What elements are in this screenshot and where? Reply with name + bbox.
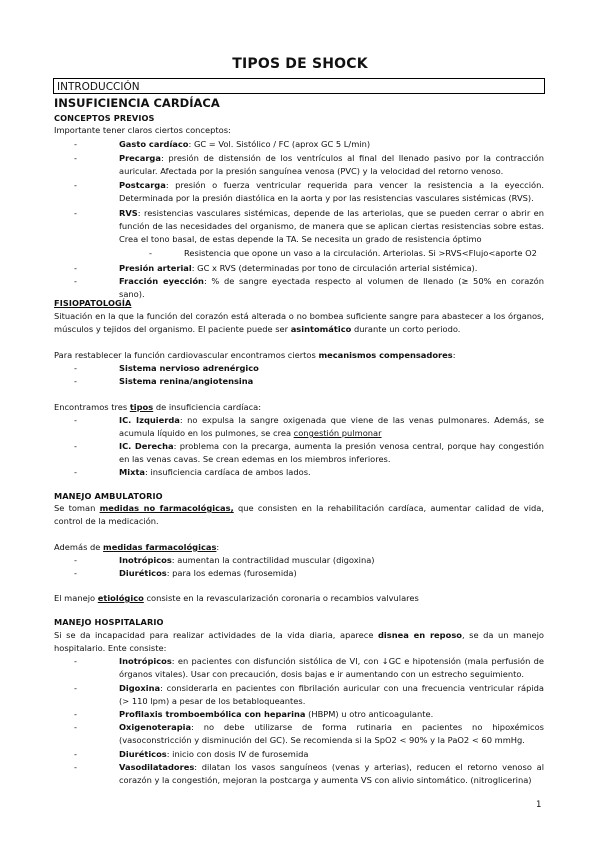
hospitalario-paragraph-1: Si se da incapacidad para realizar actividades de la vida diaria, aparece disnea en reposo, se da un manejo hospitalario. Ente consiste: — [54, 630, 544, 653]
intro-section-box — [53, 78, 545, 94]
fisio-paragraph-3: Encontramos tres tipos de insuficiencia cardíaca: — [54, 402, 262, 412]
hospitalario-heading: MANEJO HOSPITALARIO — [54, 617, 164, 627]
ambulatorio-heading: MANEJO AMBULATORIO — [54, 491, 163, 501]
fisio-paragraph-2: Para restablecer la función cardiovascular encontramos ciertos mecanismos compensadores: — [54, 350, 456, 360]
fisio-heading: FISIOPATOLOGÍA — [54, 298, 132, 308]
page-title: TIPOS DE SHOCK — [232, 56, 368, 72]
ambulatorio-paragraph-1: Se toman medidas no farmacológicas, que consisten en la rehabilitación cardíaca, aumentar calidad de vida, control de la medicación. — [54, 503, 545, 526]
conceptos-lead: Importante tener claros ciertos conceptos: — [54, 125, 231, 135]
ambulatorio-paragraph-3: El manejo etiológico consiste en la revascularización coronaria o recambios valvulares — [54, 593, 419, 603]
page-number: 1 — [536, 800, 542, 810]
ambulatorio-paragraph-2: Además de medidas farmacológicas: — [54, 542, 220, 552]
section-title: INSUFICIENCIA CARDÍACA — [54, 96, 220, 110]
document-page: TIPOS DE SHOCK INTRODUCCIÓN INSUFICIENCIA CARDÍACA CONCEPTOS PREVIOS Importante tener claros ciertos conceptos: - Gasto cardíaco: GC = Vol. Sistólico / FC (aprox GC 5 L/min) - Precarga: presión de distensión de los ventrículos al final del llenado pasivo por la contracción auricular. Afectada por la presión sanguínea venosa (PVC) y la velocidad del retorno venoso. - Postcarga: presión o fuerza ventricular requerida para vencer la resistencia a la eyección. Determinada por la presión diastólica en la aorta y por las resistencias vasculares sistémicas (RVS). - RVS: resistencias vasculares sistémicas, depende de las arteriolas, que se pueden cerrar o abrir en función de las necesidades del organismo, de manera que se aplican ciertas resistencias sobre estas. Crea el tono basal, de estas depende la TA. Se necesita un grado de resistencia óptimo - Resistencia que opone un vaso a la circulación. Arteriolas. Si >RVS<Flujo<aporte O2 - Presión arterial: GC x RVS (determinadas por tono de circulación arterial sistémica). - Fracción eyección: % de sangre eyectada respecto al volumen de llenado (≥ 50% en corazón sano). FISIOPATOLOGÍA Situación en la que la función del corazón está alterada o no bombea suficiente sangre para abastecer a los órganos, músculos y tejidos del organismo. El paciente puede ser asintomático durante un corto periodo. Para restablecer la función cardiovascular encontramos ciertos mecanismos compensadores: - Sistema nervioso adrenérgico - Sistema renina/angiotensina Encontramos tres tipos de insuficiencia cardíaca: - IC. Izquierda: no expulsa la sangre oxigenada que viene de las venas pulmonares. Además, se acumula líquido en los pulmones, se crea congestión pulmonar - IC. Derecha: problema con la precarga, aumenta la presión venosa central, porque hay congestión en las venas cavas. Se crean edemas en los miembros inferiores. - Mixta: insuficiencia cardíaca de ambos lados. MANEJO AMBULATORIO Se toman medidas no farmacológicas, que consisten en la rehabilitación cardíaca, aumentar calidad de vida, control de la medicación. Además de medidas farmacológicas: - Inotrópicos: aumentan la contractilidad muscular (digoxina) - Diuréticos: para los edemas (furosemida) El manejo etiológico consiste en la revascularización coronaria o recambios valvulares MANEJO HOSPITALARIO Si se da incapacidad para realizar actividades de la vida diaria, aparece disnea en reposo, se da un manejo hospitalario. Ente consiste: - Inotrópicos: en pacientes con disfunción sistólica de VI, con ↓GC e hipotensión (mala perfusión de órganos vitales). Usar con precaución, dosis bajas e ir aumentando con un estrecho seguimiento. - Digoxina: considerarla en pacientes con fibrilación auricular con una frecuencia ventricular rápida (> 110 lpm) a pesar de los betabloqueantes. - Profilaxis tromboembólica con heparina (HBPM) u otro anticoagulante. - Oxigenoterapia: no debe utilizarse de forma rutinaria en pacientes no hipoxémicos (vasoconstricción y disminución del GC). Se recomienda si la SpO2 < 90% y la PaO2 < 60 mmHg. - Diuréticos: inicio con dosis IV de furosemida - Vasodilatadores: dilatan los vasos sanguíneos (venas y arterias), reducen el retorno venoso al corazón y la congestión, mejoran la postcarga y aumenta VS con alivio sintomático. (nitroglicerina) 1 — [0, 0, 600, 848]
intro-label: INTRODUCCIÓN — [57, 81, 140, 93]
fisio-paragraph-1: Situación en la que la función del corazón está alterada o no bombea suficiente sangre para abastecer a los órganos, músculos y tejidos del organismo. El paciente puede ser asintomático durante un corto periodo. — [54, 311, 544, 334]
conceptos-heading: CONCEPTOS PREVIOS — [54, 113, 155, 123]
